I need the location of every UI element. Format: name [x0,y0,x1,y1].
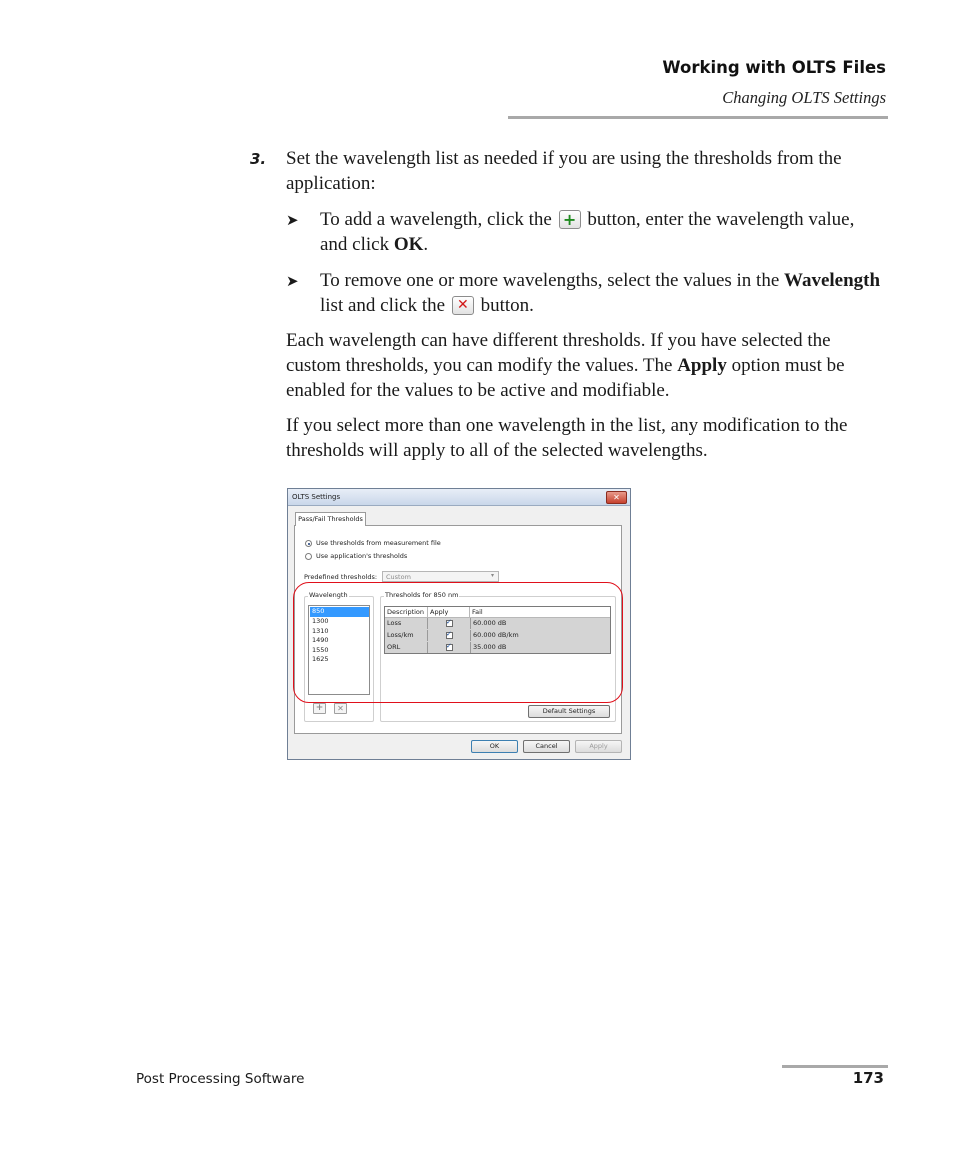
bullet-text: . [423,234,429,255]
footer-rule [782,1065,888,1068]
chevron-down-icon: ▾ [490,572,494,579]
table-cell: Loss [385,618,428,629]
footer-product: Post Processing Software [136,1071,305,1087]
dialog-titlebar [288,489,630,506]
bullet-arrow-icon: ➤ [286,272,299,290]
wavelength-group-label: Wavelength [309,591,348,599]
list-item[interactable]: 1490 [312,636,329,644]
close-icon [452,296,474,315]
table-header-description: Description [385,607,428,618]
list-item[interactable]: 1300 [312,617,329,625]
paragraph-multi-select: If you select more than one wavelength in the list, any modification to the thresholds will apply to all of the selected wavelengths. [286,415,848,461]
plus-icon [559,210,581,229]
table-cell: Loss/km [385,630,428,641]
select-value: Custom [386,573,411,581]
predefined-label: Predefined thresholds: [304,573,378,581]
paragraph-text: option must be enabled for the values to be active and modifiable. [286,355,845,401]
remove-wavelength-button[interactable]: ✕ [334,703,347,714]
cancel-button[interactable]: Cancel [523,740,570,753]
list-item[interactable]: 1550 [312,646,329,654]
bullet-text: list and click the [320,295,446,316]
predefined-thresholds-select[interactable] [382,571,499,582]
default-settings-button[interactable]: Default Settings [528,705,610,718]
radio-label: Use application's thresholds [316,552,408,560]
table-cell[interactable]: 60.000 dB/km [470,630,610,641]
list-item[interactable]: 1625 [312,655,329,663]
table-header-apply: Apply [428,607,470,618]
paragraph-bold: Apply [677,355,727,376]
dialog-title: OLTS Settings [292,493,341,501]
close-icon[interactable]: ✕ [606,491,627,504]
bullet-remove-wavelength [320,268,886,318]
add-wavelength-button[interactable]: + [313,703,326,714]
list-item[interactable]: 850 [310,607,369,617]
bullet-arrow-icon: ➤ [286,211,299,229]
table-cell[interactable]: 60.000 dB [470,618,610,629]
ok-button[interactable]: OK [471,740,518,753]
step-number: 3. [250,150,267,168]
bullet-text: button, enter the wavelength value, and click [320,209,855,255]
list-item[interactable]: 1310 [312,627,329,635]
plus-glyph: + [562,210,577,229]
close-glyph: ✕ [456,297,469,313]
radio-use-file-thresholds[interactable] [305,540,312,547]
step-text: Set the wavelength list as needed if you are using the thresholds from the application: [286,148,842,194]
table-header-fail: Fail [470,607,610,618]
table-cell[interactable]: 35.000 dB [470,642,610,653]
header-rule [508,116,888,119]
tab-pass-fail-thresholds[interactable]: Pass/Fail Thresholds [295,512,366,526]
apply-button[interactable]: Apply [575,740,622,753]
bullet-text: button. [480,295,534,316]
bullet-bold: OK [393,234,424,255]
table-cell: ORL [385,642,428,653]
bullet-bold: Wavelength [784,270,881,291]
radio-label: Use thresholds from measurement file [316,539,441,547]
bullet-add-wavelength [320,207,886,257]
running-header-title: Working with OLTS Files [662,58,886,77]
paragraph-text: Each wavelength can have different thresholds. If you have selected the custom thresholds, you can modify the values. The [286,330,831,376]
running-header-subtitle: Changing OLTS Settings [722,88,886,107]
highlight-callout [293,582,623,703]
page-number: 173 [852,1069,884,1087]
thresholds-group-label: Thresholds for 850 nm [385,591,459,599]
bullet-text: To remove one or more wavelengths, select the values in the [320,270,780,291]
paragraph-thresholds [286,328,886,403]
bullet-text: To add a wavelength, click the [320,209,552,230]
radio-use-app-thresholds[interactable] [305,553,312,560]
